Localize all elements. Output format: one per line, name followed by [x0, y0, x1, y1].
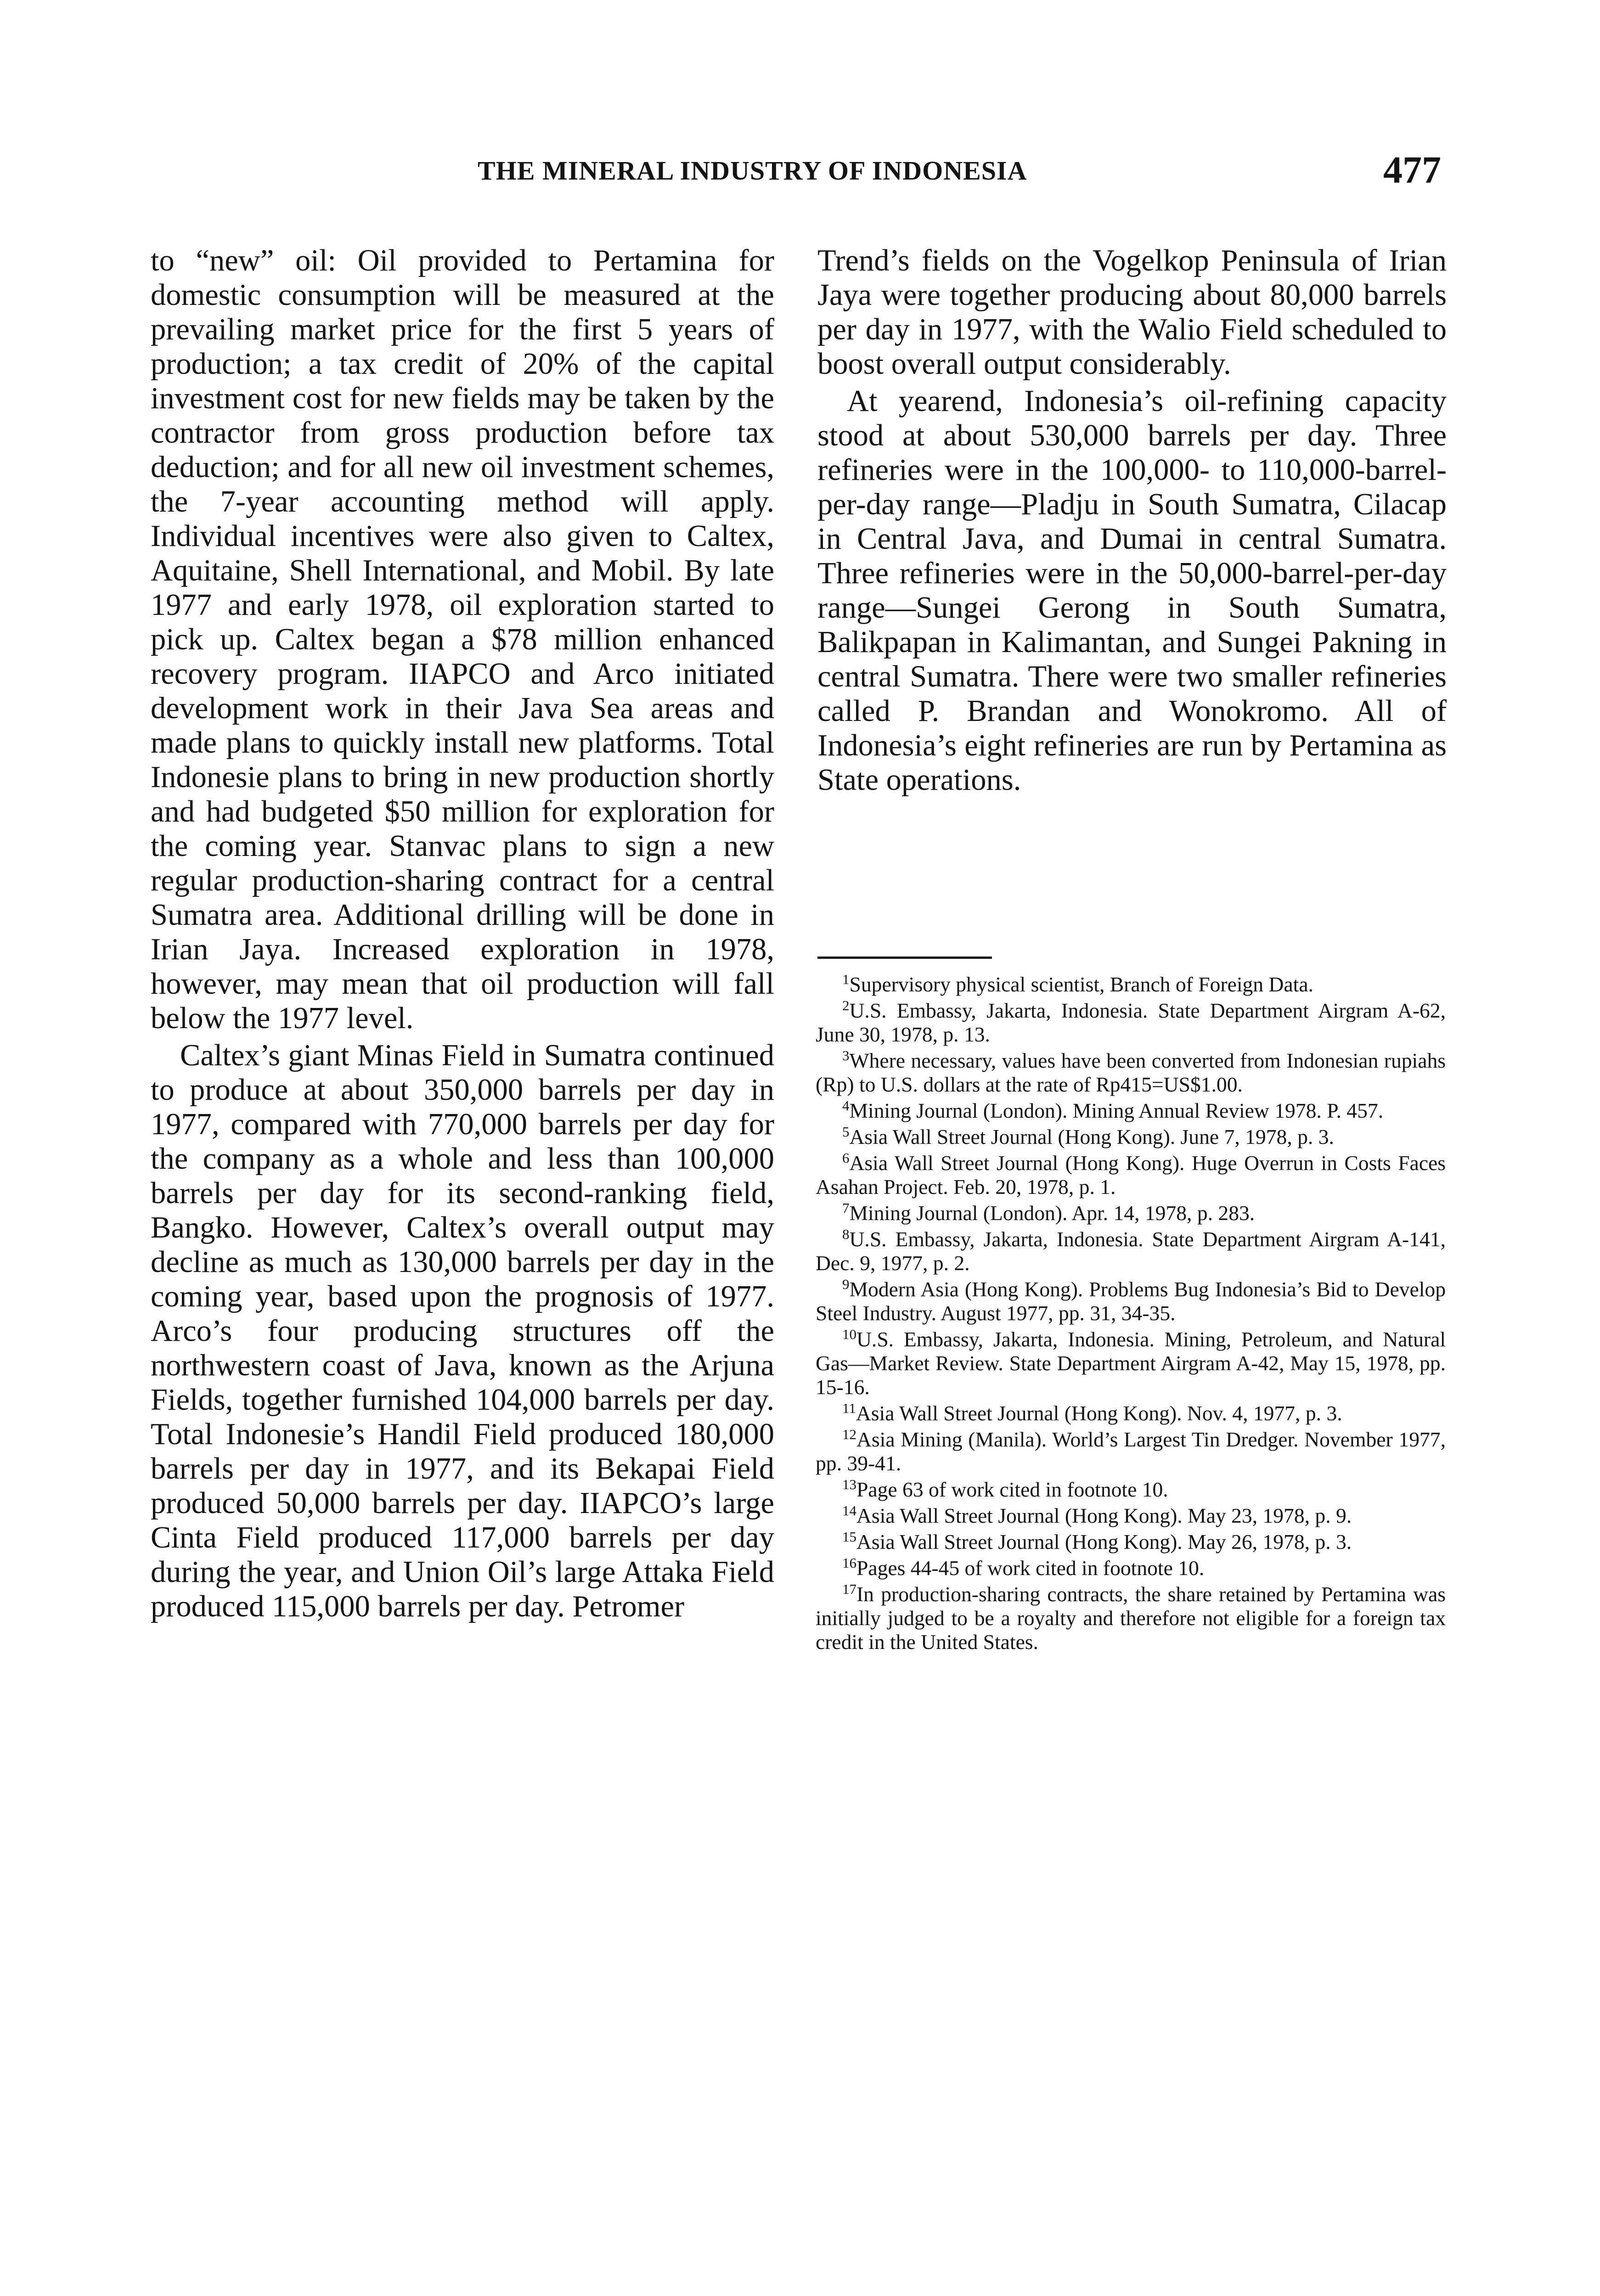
- footnote-text: Mining Journal (London). Apr. 14, 1978, p. 283.: [849, 1201, 1255, 1225]
- footnote-number: 16: [842, 1555, 856, 1571]
- paragraph: Caltex’s giant Minas Field in Sumatra continued to produce at about 350,000 barrels per day in 1977, compared with 770,000 barrels per day for the company as a whole and less than 100,000 barrels per day for its second-ranking field, Bangko. However, Caltex’s overall output may decline as much as 130,000 barrels per day in the coming year, based upon the prognosis of 1977. Arco’s four producing structures off the northwestern coast of Java, known as the Arjuna Fields, together furnished 104,000 barrels per day. Total Indonesie’s Handil Field produced 180,000 barrels per day in 1977, and its Bekapai Field produced 50,000 barrels per day. IIAPCO’s large Cinta Field produced 117,000 barrels per day during the year, and Union Oil’s large Attaka Field produced 115,000 barrels per day. Petromer: [151, 1039, 774, 1623]
- footnote-text: Asia Wall Street Journal (Hong Kong). May 23, 1978, p. 9.: [856, 1504, 1352, 1527]
- running-header: THE MINERAL INDUSTRY OF INDONESIA: [478, 156, 1027, 186]
- footnote: [816, 1582, 1446, 1654]
- right-column: [817, 243, 1447, 797]
- footnote: [816, 1328, 1446, 1399]
- footnote-text: Mining Journal (London). Mining Annual Review 1978. P. 457.: [849, 1099, 1384, 1122]
- footnote: [816, 1227, 1446, 1275]
- footnote-number: 7: [842, 1200, 850, 1216]
- footnote: [816, 1556, 1446, 1580]
- paragraph: At yearend, Indonesia’s oil-refining capacity stood at about 530,000 barrels per day. Three refineries were in the 100,000- to 110,000-barrel-per-day range—Pladju in South Sumatra, Cilacap in Central Java, and Dumai in central Sumatra. Three refineries were in the 50,000-barrel-per-day range—Sungei Gerong in South Sumatra, Balikpapan in Kalimantan, and Sungei Pakning in central Sumatra. There were two smaller refineries called P. Brandan and Wonokromo. All of Indonesia’s eight refineries are run by Pertamina as State operations.: [817, 384, 1447, 797]
- footnote-text: Supervisory physical scientist, Branch of Foreign Data.: [849, 973, 1313, 996]
- footnote-number: 10: [842, 1326, 856, 1342]
- footnote-text: Asia Wall Street Journal (Hong Kong). May 26, 1978, p. 3.: [856, 1530, 1352, 1553]
- footnote-number: 9: [842, 1276, 850, 1292]
- footnote-number: 11: [842, 1400, 856, 1416]
- footnote-text: Asia Wall Street Journal (Hong Kong). Huge Overrun in Costs Faces Asahan Project. Feb. 20, 1978, p. 1.: [816, 1151, 1446, 1199]
- footnote-number: 1: [842, 971, 850, 987]
- footnote: [816, 999, 1446, 1047]
- footnote-number: 4: [842, 1097, 850, 1114]
- footnote-number: 17: [842, 1581, 856, 1597]
- footnote-number: 8: [842, 1226, 850, 1242]
- footnote: [816, 1201, 1446, 1225]
- footnote-text: Modern Asia (Hong Kong). Problems Bug Indonesia’s Bid to Develop Steel Industry. August 1977, pp. 31, 34-35.: [816, 1277, 1446, 1325]
- footnote: [816, 1530, 1446, 1554]
- footnote-number: 14: [842, 1503, 856, 1519]
- footnote-number: 6: [842, 1150, 850, 1166]
- footnote-number: 3: [842, 1047, 850, 1064]
- left-column: [151, 243, 774, 1624]
- footnote: [816, 1504, 1446, 1528]
- footnote-text: U.S. Embassy, Jakarta, Indonesia. State Department Airgram A-141, Dec. 9, 1977, p. 2.: [816, 1227, 1446, 1275]
- footnote-text: In production-sharing contracts, the share retained by Pertamina was initially judged to be a royalty and therefore not eligible for a foreign tax credit in the United States.: [816, 1582, 1446, 1654]
- footnote-text: Page 63 of work cited in footnote 10.: [856, 1478, 1168, 1501]
- footnote: [816, 1049, 1446, 1097]
- page-number: 477: [1383, 149, 1441, 191]
- footnote: [816, 1151, 1446, 1199]
- footnote-number: 12: [842, 1426, 856, 1442]
- footnotes: [816, 973, 1446, 1656]
- footnote-text: Asia Wall Street Journal (Hong Kong). June 7, 1978, p. 3.: [849, 1125, 1334, 1148]
- footnote-text: Where necessary, values have been converted from Indonesian rupiahs (Rp) to U.S. dollars at the rate of Rp415=US$1.00.: [816, 1049, 1446, 1096]
- footnote-text: U.S. Embassy, Jakarta, Indonesia. State Department Airgram A-62, June 30, 1978, p. 13.: [816, 999, 1446, 1046]
- footnote-text: Pages 44-45 of work cited in footnote 10.: [856, 1556, 1205, 1580]
- footnote: [816, 1401, 1446, 1425]
- footnote-rule: [817, 957, 992, 959]
- footnote: [816, 1099, 1446, 1123]
- footnote-text: Asia Wall Street Journal (Hong Kong). Nov. 4, 1977, p. 3.: [856, 1401, 1342, 1425]
- footnote: [816, 1277, 1446, 1325]
- footnote: [816, 973, 1446, 996]
- paragraph: to “new” oil: Oil provided to Pertamina for domestic consumption will be measured at the prevailing market price for the first 5 years of production; a tax credit of 20% of the capital investment cost for new fields may be taken by the contractor from gross production before tax deduction; and for all new oil investment schemes, the 7-year accounting method will apply. Individual incentives were also given to Caltex, Aquitaine, Shell International, and Mobil. By late 1977 and early 1978, oil exploration started to pick up. Caltex began a $78 million enhanced recovery program. IIAPCO and Arco initiated development work in their Java Sea areas and made plans to quickly install new platforms. Total Indonesie plans to bring in new production shortly and had budgeted $50 million for exploration for the coming year. Stanvac plans to sign a new regular production-sharing contract for a central Sumatra area. Additional drilling will be done in Irian Jaya. Increased exploration in 1978, however, may mean that oil production will fall below the 1977 level.: [151, 244, 774, 1035]
- footnote-text: U.S. Embassy, Jakarta, Indonesia. Mining, Petroleum, and Natural Gas—Market Review. State Department Airgram A-42, May 15, 1978, pp. 15-16.: [816, 1328, 1446, 1399]
- footnote: [816, 1428, 1446, 1475]
- footnote-number: 13: [842, 1476, 856, 1492]
- footnote: [816, 1478, 1446, 1502]
- footnote-number: 5: [842, 1124, 850, 1140]
- footnote: [816, 1125, 1446, 1149]
- footnote-number: 15: [842, 1529, 856, 1545]
- footnote-text: Asia Mining (Manila). World’s Largest Tin Dredger. November 1977, pp. 39-41.: [816, 1428, 1446, 1475]
- footnote-number: 2: [842, 997, 850, 1013]
- paragraph: Trend’s fields on the Vogelkop Peninsula of Irian Jaya were together producing about 80,000 barrels per day in 1977, with the Walio Field scheduled to boost overall output considerably.: [817, 244, 1447, 381]
